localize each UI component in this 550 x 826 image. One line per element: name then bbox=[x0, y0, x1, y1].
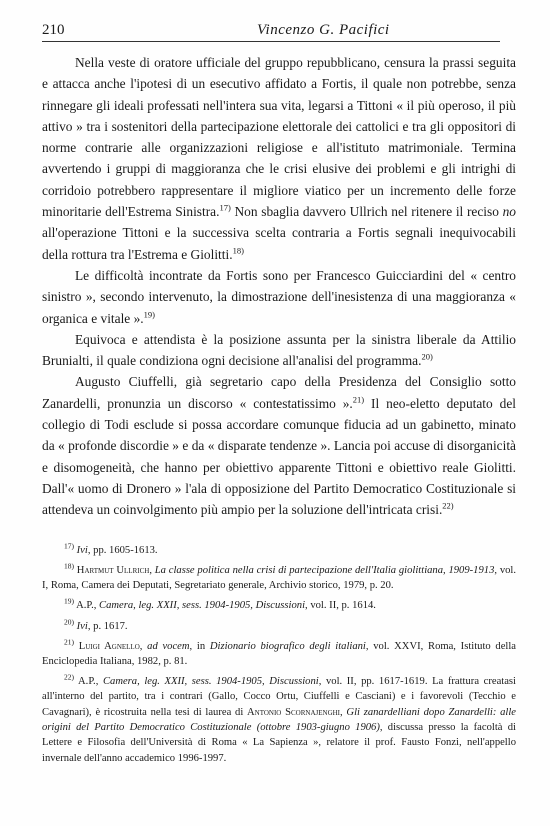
footnote-number: 18) bbox=[64, 561, 74, 571]
footnote-text-c: , discussa presso la facoltà di Lettere e Filosofia dell'Università di Roma « La Sapienza », relatore il prof. Fausto Fonzi, nell'appello invernale dell'anno accademico 1996-1997. bbox=[42, 721, 516, 764]
footnote-ivi: Ivi bbox=[76, 620, 88, 632]
footnote-number: 20) bbox=[64, 617, 74, 627]
paragraph-1-text-c: all'operazione Tittoni e la successiva scelta contraria a Fortis segnali inequivocabili della rottura tra l'Estrema e Giolitti. bbox=[42, 225, 516, 262]
footnote-20 bbox=[42, 619, 516, 634]
footnote-21 bbox=[42, 639, 516, 670]
footnote-22 bbox=[42, 674, 516, 766]
footnote-text: , pp. 1605-1613. bbox=[87, 545, 158, 556]
emphasis-no: no bbox=[502, 204, 516, 220]
main-text bbox=[42, 52, 516, 521]
footnote-ref-22: 22) bbox=[442, 500, 454, 511]
paragraph-2 bbox=[42, 265, 516, 329]
footnote-17 bbox=[42, 543, 516, 558]
running-head: Vincenzo G. Pacifici bbox=[257, 22, 390, 38]
footnote-ref-20: 20) bbox=[421, 351, 433, 362]
footnote-ref-21: 21) bbox=[352, 394, 365, 405]
footnote-title: Dizionario biografico degli italiani bbox=[209, 640, 366, 652]
footnote-ref-17: 17) bbox=[219, 202, 231, 213]
footnotes bbox=[42, 543, 516, 771]
footnote-text: , p. 1617. bbox=[87, 620, 128, 632]
footnote-text: A.P., bbox=[78, 676, 103, 688]
footnote-text: , vol. I, Roma, Camera dei Deputati, Segretariato generale, Archivio storico, 1979, p. 20. bbox=[42, 565, 517, 592]
footnote-text: , in bbox=[189, 640, 210, 652]
footnote-text-b: , vol. XXVI, Roma, Istituto della Enciclopedia Italiana, 1982, p. 81. bbox=[42, 640, 517, 667]
footnote-author: Hartmut Ullrich bbox=[76, 565, 150, 577]
footnote-number: 21) bbox=[64, 637, 74, 647]
footnote-title: Camera, leg. XXII, sess. 1904-1905, Discussioni bbox=[99, 600, 306, 612]
footnote-19 bbox=[42, 598, 516, 613]
paragraph-3 bbox=[42, 329, 516, 372]
footnote-ad-vocem: ad vocem bbox=[147, 640, 190, 652]
paragraph-4 bbox=[42, 371, 516, 520]
footnote-title: Camera, leg. XXII, sess. 1904-1905, Discussioni bbox=[102, 676, 319, 688]
paragraph-4-text-b: Il neo-eletto deputato del collegio di Todi esclude si possa accordare comunque fiducia ad un gabinetto, minato da « profonde discordie » e da « disparate tendenze ». Lancia poi accuse di disorganicità e disomogeneità, che hanno per obiettivo apparente Tittoni e obiettivo reale Giolitti. Dall'« uomo di Dronero » l'ala di opposizione del Partito Democratico Costituzionale si attendeva un coinvolgimento più ampio per la soluzione dell'intricata crisi. bbox=[42, 395, 516, 518]
footnote-thesis-title: Gli zanardelliani dopo Zanardelli: alle origini del Partito Democratico Costituzionale (ottobre 1903-giugno 1906) bbox=[42, 706, 517, 733]
footnote-ref-19: 19) bbox=[143, 309, 155, 320]
footnote-text: A.P., bbox=[76, 600, 100, 612]
footnote-ref-18: 18) bbox=[232, 245, 244, 256]
paragraph-4-text: Augusto Ciuffelli, già segretario capo della Presidenza del Consiglio sotto Zanardelli, pronunzia un discorso « contestatissimo ». bbox=[42, 374, 516, 411]
paragraph-1 bbox=[42, 52, 516, 265]
footnote-18: $^{18)}$ Hartmut Ullrich, La classe politica nella crisi di partecipazione dell'Italia giolittiana, 1909-1913, vol. I, Roma, Camera dei Deputati, Segretariato generale, Archivio storico, 1979, p. 20. bbox=[42, 561, 517, 592]
paragraph-1-text: Nella veste di oratore ufficiale del gruppo repubblicano, censura la prassi seguita e attacca anche l'ipotesi di un esecutivo affidato a Fortis, il quale non potrebbe, senza rinnegare gli ideali professati nell'intera sua vita, legarsi a Tittoni « il più operoso, il più attivo » tra i sostenitori della partecipazione elettorale dei cattolici e tra gli oppositori di norme contrarie alle organizzazioni religiose e all'istituto matrimoniale. Termina avvertendo i gruppi di maggioranza che le crisi elusive dei problemi e gli intrighi di corridoio potrebbero rappresentare il migliore viatico per un incremento delle forze minoritarie dell'Estrema Sinistra. bbox=[42, 55, 516, 220]
footnote-number: 19) bbox=[64, 596, 74, 606]
footnote-number: 17) bbox=[64, 541, 74, 551]
page-header bbox=[42, 18, 500, 42]
footnote-number: 22) bbox=[64, 672, 74, 682]
paragraph-1-text-b: Non sbaglia davvero Ullrich nel ritenere il reciso bbox=[230, 204, 503, 220]
footnote-text-b: , vol. II, p. 1614. bbox=[305, 600, 376, 612]
footnote-author: Antonio Scornajenghi bbox=[247, 706, 341, 718]
page-number: 210 bbox=[42, 22, 65, 38]
paragraph-2-text: Le difficoltà incontrate da Fortis sono per Francesco Guicciardini del « centro sinistro », secondo intervenuto, la dimostrazione dell'inesistenza di una maggioranza « organica e vitale ». bbox=[42, 267, 516, 326]
footnote-sep: , bbox=[340, 706, 347, 718]
footnote-ivi: Ivi bbox=[76, 545, 88, 556]
paragraph-3-text: Equivoca e attendista è la posizione assunta per la sinistra liberale da Attilio Brunialti, il quale condiziona ogni decisione all'analisi del programma. bbox=[42, 331, 516, 369]
footnote-sep: , bbox=[139, 640, 148, 652]
footnote-text-b: , vol. II, pp. 1617-1619. La frattura creatasi all'interno del partito, tra i contrari (Gallo, Cocco Ortu, Ciuffelli e Casciani) e i favorevoli (Tecchio e Cavagnari), è ricostruita nella tesi di laurea di bbox=[42, 676, 516, 718]
footnote-author: Luigi Agnello bbox=[78, 640, 140, 652]
footnote-title: La classe politica nella crisi di partecipazione dell'Italia giolittiana, 1909-1913 bbox=[154, 565, 495, 577]
